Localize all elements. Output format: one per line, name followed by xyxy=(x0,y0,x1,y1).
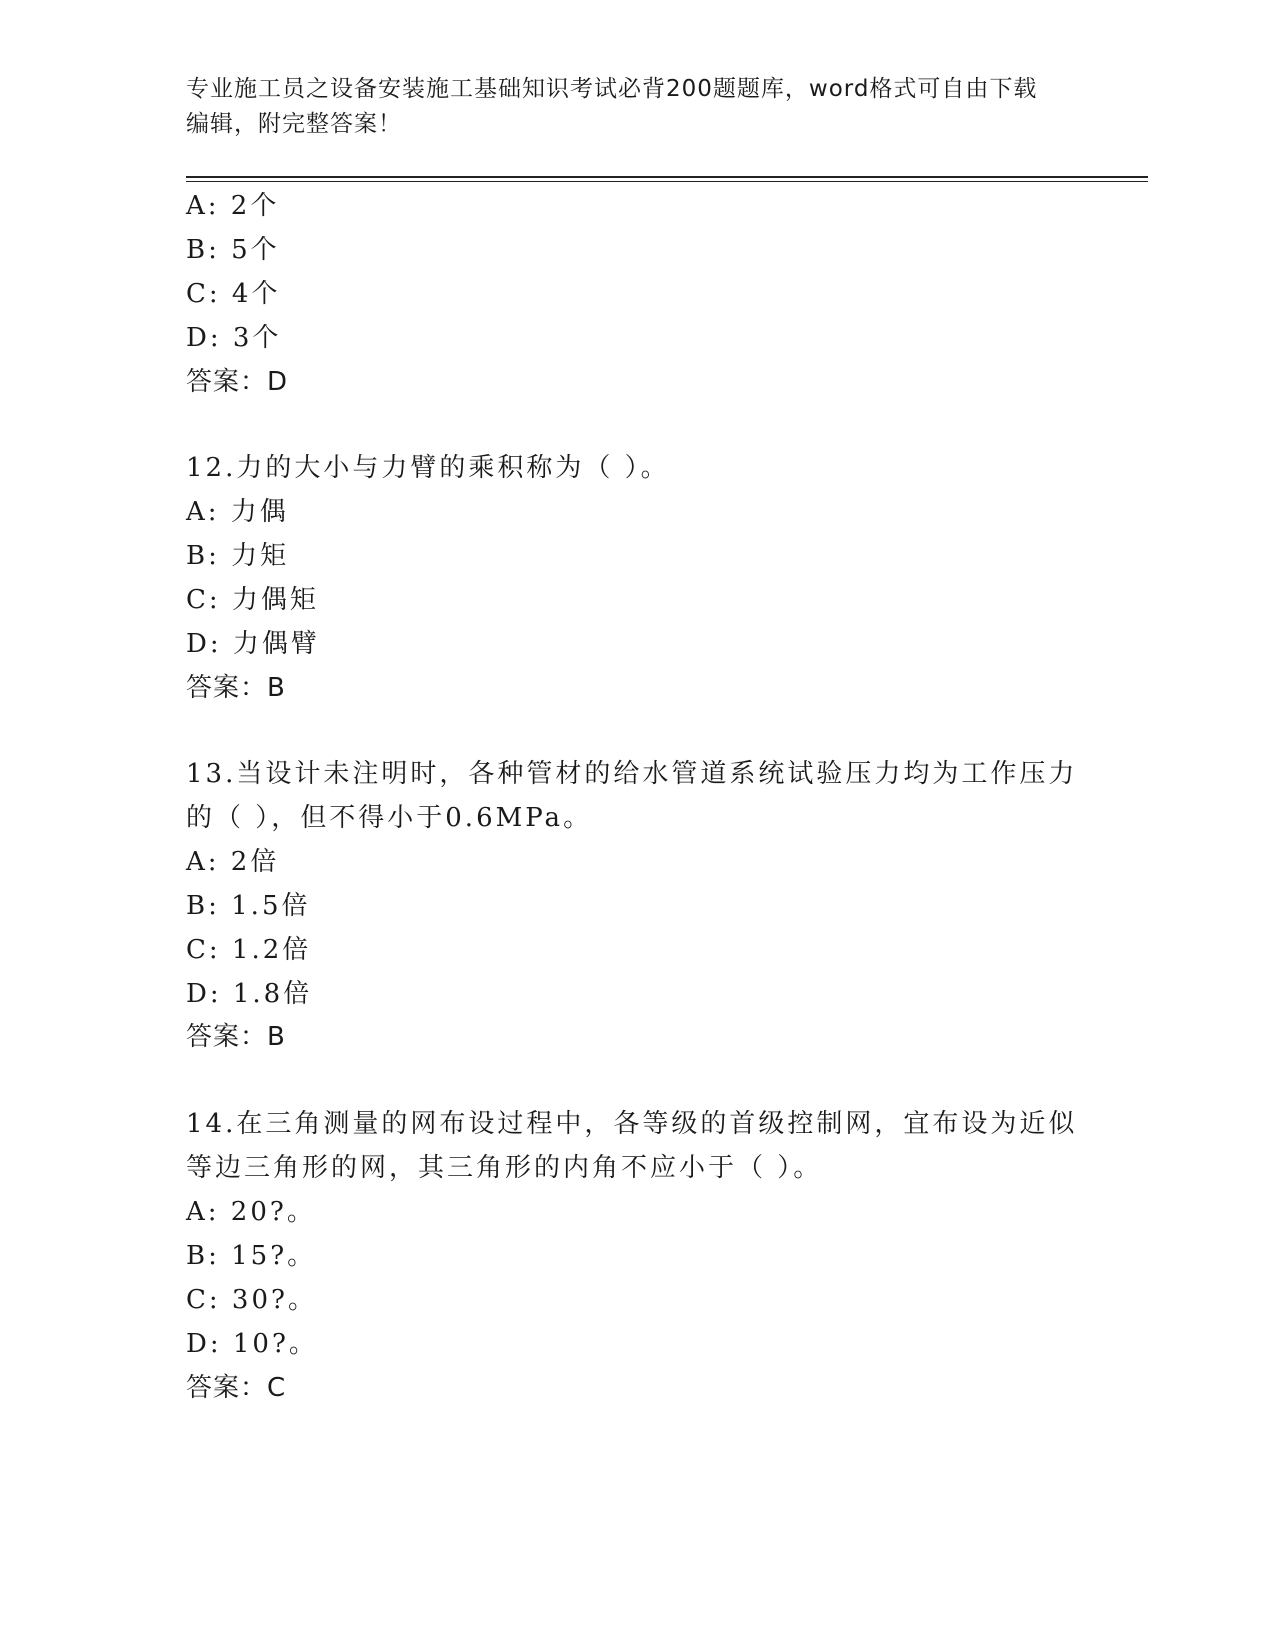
q11-answer: 答案：D xyxy=(186,367,289,397)
q14-stem-line-2: 等边三角形的网，其三角形的内角不应小于（ ）。 xyxy=(186,1153,823,1183)
q12-option-c: C: 力偶矩 xyxy=(186,585,319,615)
q13-option-d: D: 1.8倍 xyxy=(186,979,313,1009)
q13-option-a: A: 2倍 xyxy=(186,847,280,877)
q14-option-d: D: 10?。 xyxy=(186,1329,318,1359)
header-divider xyxy=(186,176,1148,178)
document-header xyxy=(186,72,1066,142)
header-divider-thin xyxy=(186,181,1148,182)
header-title-line-2: 编辑，附完整答案！ xyxy=(186,111,402,137)
q13-answer: 答案：B xyxy=(186,1022,286,1052)
header-title-line-1: 专业施工员之设备安装施工基础知识考试必背200题题库，word格式可自由下载 xyxy=(186,76,1038,102)
q13-option-c: C: 1.2倍 xyxy=(186,935,312,965)
q12-answer: 答案：B xyxy=(186,673,286,703)
q11-option-d: D: 3个 xyxy=(186,323,282,353)
q13-option-b: B: 1.5倍 xyxy=(186,891,311,921)
q12-option-b: B: 力矩 xyxy=(186,541,290,571)
q11-option-c: C: 4个 xyxy=(186,279,281,309)
q14-answer: 答案：C xyxy=(186,1373,287,1403)
q11-option-b: B: 5个 xyxy=(186,235,280,265)
q14-option-b: B: 15?。 xyxy=(186,1241,317,1271)
q14-option-c: C: 30?。 xyxy=(186,1285,317,1315)
q12-stem: 12.力的大小与力臂的乘积称为（ ）。 xyxy=(186,453,670,483)
q14-option-a: A: 20?。 xyxy=(186,1197,316,1227)
q14-stem-line-1: 14.在三角测量的网布设过程中，各等级的首级控制网，宜布设为近似 xyxy=(186,1109,1078,1139)
q13-stem-line-2: 的（ ），但不得小于0.6MPa。 xyxy=(186,803,593,833)
q12-option-a: A: 力偶 xyxy=(186,497,289,527)
q11-option-a: A: 2个 xyxy=(186,191,280,221)
q13-stem-line-1: 13.当设计未注明时，各种管材的给水管道系统试验压力均为工作压力 xyxy=(186,759,1078,789)
q12-option-d: D: 力偶臂 xyxy=(186,629,320,659)
